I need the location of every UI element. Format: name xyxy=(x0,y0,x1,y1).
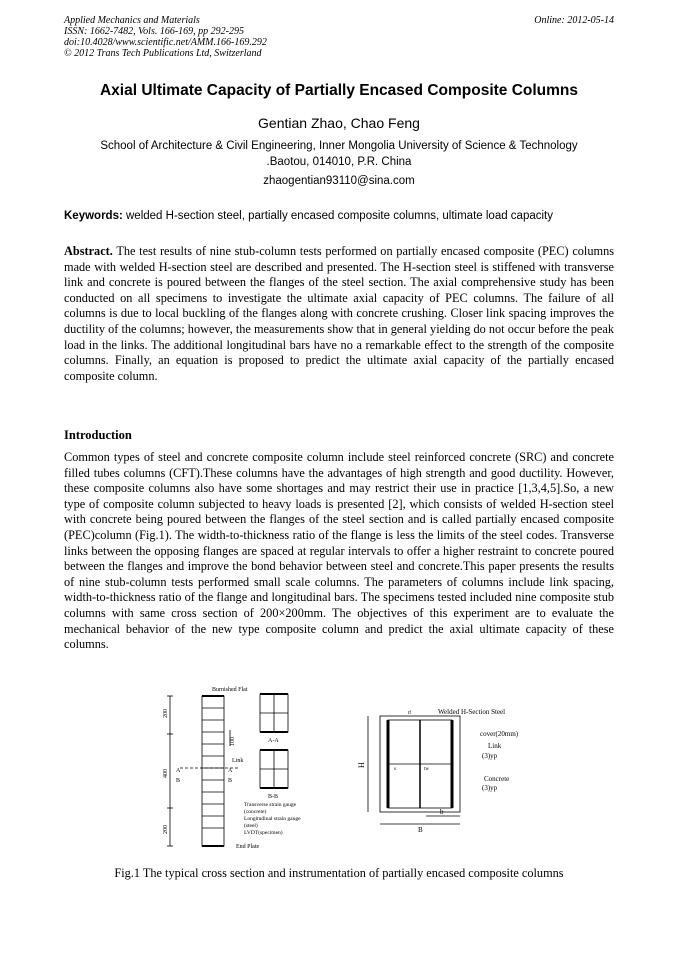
keywords xyxy=(64,210,624,222)
copyright: © 2012 Trans Tech Publications Ltd, Switzerland xyxy=(64,48,262,59)
section-b-left: B xyxy=(176,778,181,784)
abstract-label: Abstract. xyxy=(64,244,113,258)
legend-longitudinal: Longitudinal strain gauge xyxy=(244,816,301,822)
affiliation xyxy=(64,138,614,170)
cover-label: cover(20mm) xyxy=(480,730,519,738)
dim-400: 400 xyxy=(163,769,169,778)
b-big-label: B xyxy=(418,826,423,834)
affiliation-line2: .Baotou, 014010, P.R. China xyxy=(266,156,412,168)
figure-1 xyxy=(140,686,540,861)
typ2-label: (3)yp xyxy=(482,784,498,792)
section-a-left: A xyxy=(176,768,181,774)
label-aa: A-A xyxy=(268,738,279,744)
issn: ISSN: 1662-7482, Vols. 166-169, pp 292-295 xyxy=(64,26,244,37)
legend-lvdt: LVDT(specimen) xyxy=(244,830,283,836)
affiliation-line1: School of Architecture & Civil Engineering, Inner Mongolia University of Science & Technology xyxy=(100,140,578,152)
cross-section xyxy=(368,716,460,824)
legend-transverse: Transverse strain gauge xyxy=(244,802,297,808)
figure-caption: Fig.1 The typical cross section and instrumentation of partially encased composite columns xyxy=(114,866,564,880)
s-label: s xyxy=(394,767,396,772)
keywords-label: Keywords: xyxy=(64,210,123,222)
abstract-text: The test results of nine stub-column tests performed on partially encased composite (PEC) columns made with welded H-section steel are described and presented. The H-section steel is stiffened with transverse link and concrete is poured between the flanges of the steel section. The axial comprehensive study has been conducted on all specimens to investigate the ultimate axial capacity of PEC columns. The failure of all columns is due to local buckling of the flanges along with concrete crushing. Closer link spacing improves the ductility of the columns; however, the measurements show that in general yielding do not occur before the peak load in the links. The additional longitudinal bars have no a remarkable effect to the strength of the composite columns. Finally, an equation is proposed to predict the ultimate axial capacity of the partially encased composite column. xyxy=(64,244,614,383)
concrete-label: Concrete xyxy=(484,775,510,783)
welded-label: Welded H-Section Steel xyxy=(438,708,506,716)
paper-title: Axial Ultimate Capacity of Partially Encased Composite Columns xyxy=(99,82,579,99)
journal-name: Applied Mechanics and Materials xyxy=(64,15,200,26)
dim-200-bot: 200 xyxy=(163,825,169,834)
label-bb: B-B xyxy=(268,794,279,800)
end-plate-label: End Plate xyxy=(236,844,260,850)
burnished-flat-label: Burnished Flat xyxy=(212,687,248,693)
section-a-right: A xyxy=(228,768,233,774)
section-b-right: B xyxy=(228,778,233,784)
dim-100: 100 xyxy=(230,737,236,746)
intro-heading: Introduction xyxy=(64,428,132,442)
intro-paragraph: Common types of steel and concrete composite column include steel reinforced concrete (SRC) and concrete filled tubes columns (CFT).These columns have the advantages of high strength and good ductility. However, these composite columns also have some shortages and may restrict their use in practice [1,3,4,5].So, a new type of composite column subjected to heavy loads is presented [2], which consists of welded H-section steel with concrete being poured between the flanges of the steel section and is called partially encased composite (PEC)column (Fig.1). The width-to-thickness ratio of the flange is less the limits of the steel codes. Transverse links between the opposing flanges are spaced at regular intervals to offer a higher restraint to concrete poured between the flanges and improve the bond behavior between steel and concrete.This paper presents the results of nine stub-column tests performed small scale columns. The parameters of columns include link spacing, width-to-thickness ratio of the flange and longitudinal bars. The specimens tested included nine composite stub columns with same cross section of 200×200mm. The objectives of this experiment are to evaluate the mechanical behavior of the new type composite column and predict the axial ultimate capacity of these columns. xyxy=(64,450,614,652)
doi[interactable]: doi:10.4028/www.scientific.net/AMM.166-169.292 xyxy=(64,37,267,48)
h-label: H xyxy=(357,762,366,768)
legend-concrete: (concrete) xyxy=(244,809,267,815)
link-right-label: Link xyxy=(488,742,502,750)
typ1-label: (3)yp xyxy=(482,752,498,760)
link-label: Link xyxy=(232,758,244,764)
online-date: Online: 2012-05-14 xyxy=(534,15,614,26)
authors: Gentian Zhao, Chao Feng xyxy=(258,115,420,131)
legend-steel: (steel) xyxy=(244,823,258,829)
b-small-label: b xyxy=(440,808,444,816)
tf-label: tf xyxy=(408,711,412,716)
section-bb xyxy=(260,750,288,788)
author-email[interactable]: zhaogentian93110@sina.com xyxy=(263,175,415,187)
tw-label: tw xyxy=(424,767,429,772)
dim-200-top: 200 xyxy=(163,709,169,718)
section-aa xyxy=(260,694,288,732)
journal-header xyxy=(64,15,267,59)
keywords-text: welded H-section steel, partially encased composite columns, ultimate load capacity xyxy=(126,210,553,222)
abstract xyxy=(64,244,614,384)
